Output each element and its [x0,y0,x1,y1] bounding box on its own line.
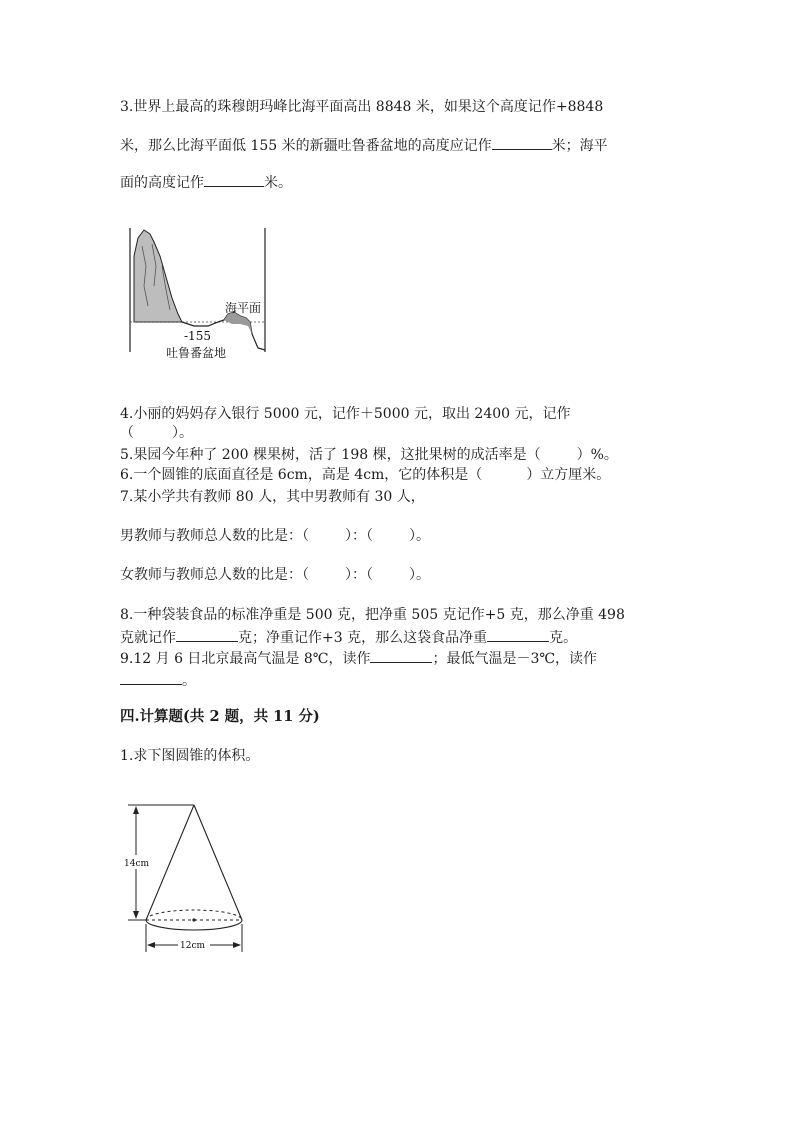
q6-suffix: ）立方厘米。 [526,467,611,483]
q7-female-sep: ）：（ [345,567,373,583]
q3-answer-blank-2[interactable] [204,172,264,187]
q5-suffix: ）%。 [576,447,618,463]
cone-figure [120,800,256,960]
q8-text-a: 克就记作 [120,630,176,646]
basin-label: 吐鲁番盆地 [166,346,227,360]
q9-text-b: ；最低气温是－3℃，读作 [432,651,598,667]
cone-right-edge [194,805,242,920]
q3-line3-suffix: 米。 [264,175,292,191]
q3-line3-text: 面的高度记作 [120,175,204,191]
q8-line2 [120,627,577,647]
q7-female-text: 女教师与教师总人数的比是：（ [120,567,309,583]
q5-text: 5.果园今年种了 200 棵果树，活了 198 棵，这批果树的成活率是（ [120,447,541,463]
q7-line: 7.某小学共有教师 80 人，其中男教师有 30 人， [120,489,425,505]
q7-female-end: ）。 [409,567,430,583]
q8-line1: 8.一种袋装食品的标准净重是 500 克，把净重 505 克记作+5 克，那么净重 498 [120,607,625,623]
q4-close-paren: ）。 [172,425,193,441]
q9-end: 。 [182,673,196,689]
diameter-arrow-right [233,942,241,948]
q6-line [120,466,610,484]
depth-label: -155 [184,329,211,343]
q7-male-sep: ）：（ [345,528,373,544]
sea-level-label: 海平面 [225,301,262,315]
turpan-depression-figure [128,226,270,362]
q9-answer-blank-1[interactable] [370,648,432,663]
q9-line1 [120,648,597,668]
q8-answer-blank-2[interactable] [487,627,549,642]
q3-line2-text: 米，那么比海平面低 155 米的新疆吐鲁番盆地的高度应记作 [120,138,492,154]
q8-text-c: 克。 [549,630,578,646]
q3-line2-suffix: 米；海平 [551,138,608,154]
q7-male-ratio [120,527,430,545]
q7-female-ratio [120,566,430,584]
q5-line [120,446,618,464]
diameter-label: 12cm [180,941,206,951]
section-4-heading: 四.计算题(共 2 题，共 11 分) [120,708,320,725]
c1-line: 1.求下图圆锥的体积。 [120,748,260,764]
q7-male-end: ）。 [409,528,430,544]
q9-answer-blank-2[interactable] [120,670,182,685]
cone-base-center [192,918,195,921]
q4-line2 [120,424,193,442]
height-arrow-top [133,806,139,814]
q8-text-b: 克；净重记作+3 克，那么这袋食品净重 [238,630,488,646]
height-arrow-bottom [133,911,139,919]
diameter-arrow-left [147,942,155,948]
q8-answer-blank-1[interactable] [176,627,238,642]
q3-line3 [120,172,292,192]
q9-text-a: 9.12 月 6 日北京最高气温是 8℃，读作 [120,651,371,667]
q6-text: 6.一个圆锥的底面直径是 6cm，高是 4cm，它的体积是（ [120,467,483,483]
q3-line1: 3.世界上最高的珠穆朗玛峰比海平面高出 8848 米，如果这个高度记作+8848 [120,99,604,115]
cone-left-edge [146,805,194,920]
q4-open-paren: （ [120,425,134,441]
q4-line1: 4.小丽的妈妈存入银行 5000 元，记作＋5000 元，取出 2400 元，记作 [120,406,571,422]
mountain-shape [134,230,182,322]
q3-line2 [120,135,608,155]
height-label: 14cm [124,859,150,869]
basin-fill [224,312,252,334]
q3-answer-blank-1[interactable] [492,135,552,150]
q9-line2 [120,670,196,690]
q7-male-text: 男教师与教师总人数的比是：（ [120,528,309,544]
